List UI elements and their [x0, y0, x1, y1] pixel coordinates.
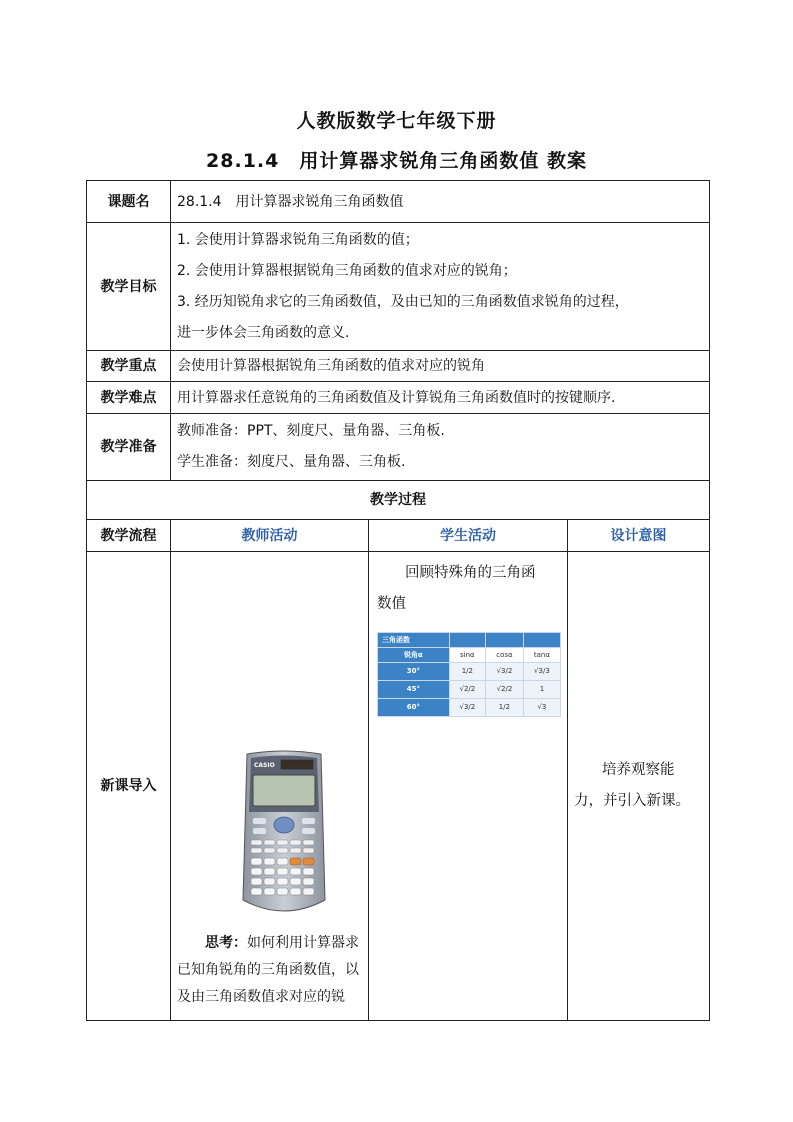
row-key-point: [87, 351, 710, 382]
topic-label: 课题名: [87, 181, 171, 223]
row-difficulty: [87, 382, 710, 414]
intro-label: 新课导入: [87, 552, 171, 1021]
student-activity-cell: [369, 552, 568, 1021]
trig-col-header: tanα: [523, 648, 560, 663]
difficulty-label: 教学难点: [87, 382, 171, 414]
think-line: 及由三角函数值求对应的锐: [177, 989, 345, 1005]
think-prompt: [177, 930, 362, 1011]
trig-value: 1/2: [449, 663, 485, 681]
topic-value: 28.1.4 用计算器求锐角三角函数值: [171, 181, 710, 223]
design-intent-cell: [568, 552, 710, 1021]
think-line: 已知角锐角的三角函数值，以: [177, 962, 359, 978]
trig-row: [378, 681, 561, 699]
trig-value: √2/2: [486, 681, 524, 699]
preparation-content: [171, 414, 710, 481]
trig-value: 1: [523, 681, 560, 699]
row-process-headers: [87, 520, 710, 552]
preparation-line: 教师准备：PPT、刻度尺、量角器、三角板.: [177, 423, 445, 439]
trig-table-title-row: [378, 633, 561, 648]
goals-content: [171, 223, 710, 351]
design-line: 培养观察能: [602, 762, 675, 778]
key-point-value: 会使用计算器根据锐角三角函数的值求对应的锐角: [171, 351, 710, 382]
student-line: 数值: [377, 596, 406, 612]
goals-label: 教学目标: [87, 223, 171, 351]
design-line: 力，并引入新课。: [574, 793, 690, 809]
student-line: 回顾特殊角的三角函: [405, 565, 536, 581]
trig-value: √3/2: [449, 699, 485, 717]
trig-col-header: 锐角α: [378, 648, 450, 663]
trig-value: √3: [523, 699, 560, 717]
trig-col-header: sinα: [449, 648, 485, 663]
header-design: 设计意图: [568, 520, 710, 552]
goal-line: 3. 经历知锐角求它的三角函数值，及由已知的三角函数值求锐角的过程，: [177, 293, 629, 310]
trig-table-title: 三角函数: [378, 633, 450, 648]
row-intro: [87, 552, 710, 1021]
trig-angle: 30°: [378, 663, 450, 681]
process-title: 教学过程: [87, 481, 710, 520]
trig-row: [378, 699, 561, 717]
lesson-plan-table: [86, 180, 710, 1021]
student-activity-text: [369, 552, 567, 620]
document-title: 人教版数学七年级下册: [296, 110, 497, 132]
goal-line: 进一步体会三角函数的意义.: [177, 324, 350, 341]
header-flow: 教学流程: [87, 520, 171, 552]
goal-line: 2. 会使用计算器根据锐角三角函数的值求对应的锐角；: [177, 262, 517, 279]
trig-value: √3/2: [486, 663, 524, 681]
difficulty-value: 用计算器求任意锐角的三角函数值及计算锐角三角函数值时的按键顺序.: [171, 382, 710, 414]
preparation-line: 学生准备：刻度尺、量角器、三角板.: [177, 454, 406, 470]
header-teacher: 教师活动: [171, 520, 369, 552]
preparation-label: 教学准备: [87, 414, 171, 481]
think-line: 如何利用计算器求: [247, 935, 359, 951]
calculator-brand: CASIO: [254, 762, 275, 769]
goal-line: 1. 会使用计算器求锐角三角函数的值；: [177, 231, 419, 248]
calculator-image: [241, 750, 327, 920]
trig-col-header: cosα: [486, 648, 524, 663]
trig-value: √3/3: [523, 663, 560, 681]
document-subtitle: 28.1.4 用计算器求锐角三角函数值 教案: [206, 150, 587, 172]
row-goals: [87, 223, 710, 351]
row-process-title: [87, 481, 710, 520]
row-preparation: [87, 414, 710, 481]
teacher-activity-cell: [171, 552, 369, 1021]
special-angle-trig-table: [377, 632, 561, 717]
key-point-label: 教学重点: [87, 351, 171, 382]
trig-row: [378, 663, 561, 681]
trig-angle: 60°: [378, 699, 450, 717]
design-intent-text: [568, 755, 709, 817]
trig-value: 1/2: [486, 699, 524, 717]
row-topic: [87, 181, 710, 223]
trig-angle: 45°: [378, 681, 450, 699]
header-student: 学生活动: [369, 520, 568, 552]
trig-table-header-row: [378, 648, 561, 663]
trig-value: √2/2: [449, 681, 485, 699]
think-keyword: 思考：: [205, 935, 247, 951]
